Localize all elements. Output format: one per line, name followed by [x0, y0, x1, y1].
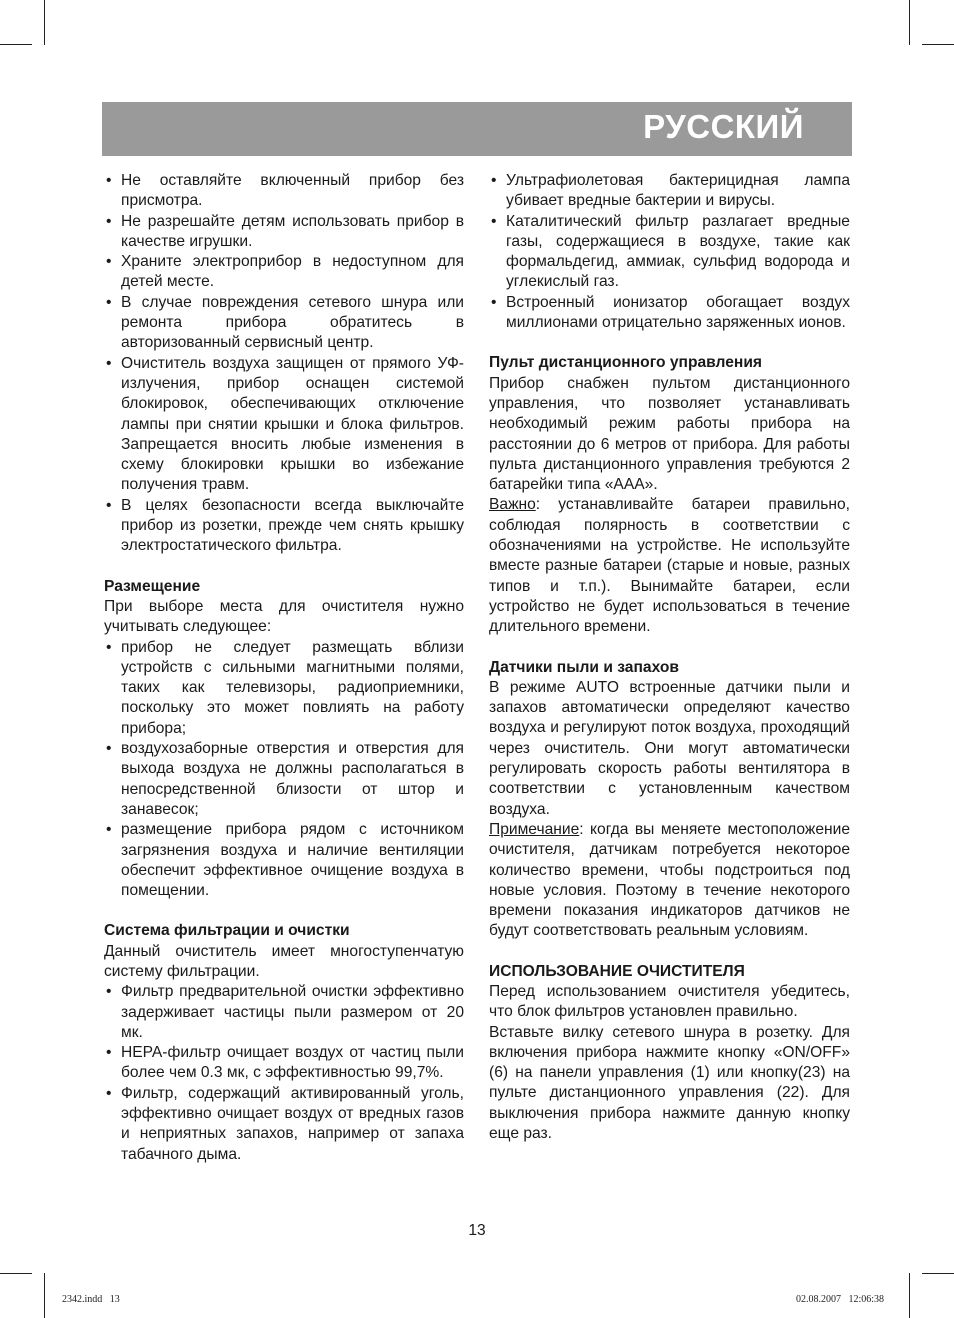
sensors-text: В режиме AUTO встроенные датчики пыли и запахов автоматически определяют качество воздуха и регулируют поток воздуха, проходящий через очиститель. Они могут автоматически регулировать скорость работы вентилятора в соответствии с установленным качеством воздуха. [489, 678, 850, 818]
list-item: • Не оставляйте включенный прибор без присмотра. [106, 172, 464, 210]
list-item: • В целях безопасности всегда выключайте прибор из розетки, прежде чем снять крышку электростатического фильтра. [106, 496, 464, 555]
crop-mark-bottom-left-v [44, 1273, 45, 1318]
section-heading-placement: Размещение [104, 577, 201, 595]
date-slug: 02.08.2007 12:06:38 [795, 1294, 884, 1305]
list-item: • HEPA-фильтр очищает воздух от частиц пыли более чем 0.3 мк, с эффективностью 99,7%. [106, 1044, 464, 1082]
list-item: • Фильтр, содержащий активированный уголь, эффективно очищает воздух от вредных газов и неприятных запахов, например от запаха табачного дыма. [106, 1084, 464, 1163]
crop-mark-bottom-right-v [909, 1273, 910, 1318]
crop-mark-top-right-v [909, 0, 910, 45]
important-label: Важно [489, 496, 536, 514]
page-number: 13 [468, 1222, 486, 1239]
language-title: РУССКИЙ [643, 108, 804, 145]
list-item: • В случае повреждения сетевого шнура или ремонта прибора обратитесь в авторизованный сервисный центр. [106, 293, 464, 352]
usage-paragraph-2: Вставьте вилку сетевого шнура в розетку. Для включения прибора нажмите кнопку «ON/OFF» (6) на панели управления (1) или кнопку(23) на пульте дистанционного управления (22). Для выключения прибора нажмите данную кнопку еще раз. [489, 1023, 850, 1143]
list-item: • Встроенный ионизатор обогащает воздух миллионами отрицательно заряженных ионов. [491, 293, 850, 332]
placement-intro: При выборе места для очистителя нужно учитывать следующее: [104, 597, 464, 636]
list-item: • Каталитический фильтр разлагает вредные газы, содержащиеся в воздухе, такие как формальдегид, аммиак, сульфид водорода и углекислый газ. [491, 212, 850, 291]
list-item: • Храните электроприбор в недоступном для детей месте. [106, 253, 464, 291]
section-heading-filtration: Система фильтрации и очистки [104, 922, 350, 940]
language-header-bar [102, 102, 852, 156]
filtration-list-continued [489, 171, 850, 333]
crop-mark-bottom-right-h [922, 1273, 954, 1274]
placement-list [104, 638, 464, 902]
crop-mark-top-right-h [922, 44, 954, 45]
filtration-intro: Данный очиститель имеет многоступенчатую систему фильтрации. [104, 942, 464, 980]
crop-mark-top-left-h [0, 44, 32, 45]
left-column [104, 171, 464, 1165]
sensors-note: Примечание: когда вы меняете местоположение очистителя, датчикам потребуется некоторое количество времени, чтобы подстроиться под новые условия. Поэтому в течение некоторого времени показания индикаторов датчиков не будут соответствовать реальным условиям. [489, 820, 850, 940]
list-item: • Ультрафиолетовая бактерицидная лампа убивает вредные бактерии и вирусы. [491, 172, 850, 210]
list-item: • размещение прибора рядом с источником загрязнения воздуха и наличие вентиляции обеспечит эффективное очищение воздуха в помещении. [106, 821, 464, 900]
section-heading-sensors: Датчики пыли и запахов [489, 658, 679, 676]
note-label: Примечание [489, 820, 580, 838]
list-item: • прибор не следует размещать вблизи устройств с сильными магнитными полями, таких как телевизоры, радиоприемники, поскольку это может повлиять на работу прибора; [106, 638, 464, 737]
list-item: • Не разрешайте детям использовать прибор в качестве игрушки. [106, 212, 464, 250]
filtration-list [104, 982, 464, 1165]
right-column [489, 171, 850, 1144]
usage-paragraph-1: Перед использованием очистителя убедитесь, что блок фильтров установлен правильно. [489, 982, 850, 1021]
list-item: • воздухозаборные отверстия и отверстия для выхода воздуха не должны располагаться в непосредственной близости от штор и занавесок; [106, 740, 464, 818]
file-slug: 2342.indd 13 [62, 1294, 120, 1305]
crop-mark-top-left-v [44, 0, 45, 45]
list-item: • Очиститель воздуха защищен от прямого УФ-излучения, прибор оснащен системой блокировок, обеспечивающих отключение лампы при снятии крышки и блока фильтров. Запрещается вносить любые изменения в схему блокировки крышки во избежание получения травм. [106, 354, 464, 494]
crop-mark-bottom-left-h [0, 1273, 32, 1274]
list-item: • Фильтр предварительной очистки эффективно задерживает частицы пыли размером от 20 мк. [106, 983, 464, 1041]
section-heading-usage: ИСПОЛЬЗОВАНИЕ ОЧИСТИТЕЛЯ [489, 962, 745, 980]
remote-important: Важно: устанавливайте батареи правильно, соблюдая полярность в соответствии с обозначениями на устройстве. Не используйте вместе разные батареи (старые и новые, разных типов и т.п.). Вынимайте батареи, если устройство не будет использоваться в течение длительного времени. [489, 496, 850, 636]
safety-list [104, 171, 464, 557]
section-heading-remote: Пульт дистанционного управления [489, 354, 763, 372]
remote-text: Прибор снабжен пультом дистанционного управления, что позволяет устанавливать необходимый режим работы прибора на расстоянии до 6 метров от прибора. Для работы пульта дистанционного управления требуются 2 батарейки типа «AAA». [489, 374, 850, 494]
